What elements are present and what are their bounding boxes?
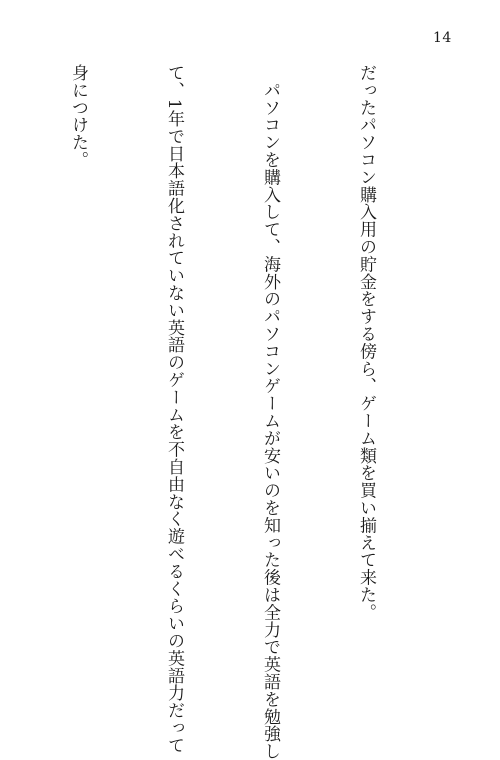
text-line: パソコンを購入して、海外のパソコンゲームが安いのを知った後は全力で英語を勉強し bbox=[260, 64, 280, 760]
text-line: だったパソコン購入用の貯金をする傍ら、ゲーム類を買い揃えて来た。 bbox=[356, 64, 376, 621]
text-line: て、1年で日本語化されていない英語のゲームを不自由なく遊べるくらいの英語力だって bbox=[164, 64, 184, 754]
text-line: 身につけた。 bbox=[68, 64, 88, 169]
page-number: 14 bbox=[433, 30, 452, 46]
vertical-text-body bbox=[0, 64, 446, 760]
